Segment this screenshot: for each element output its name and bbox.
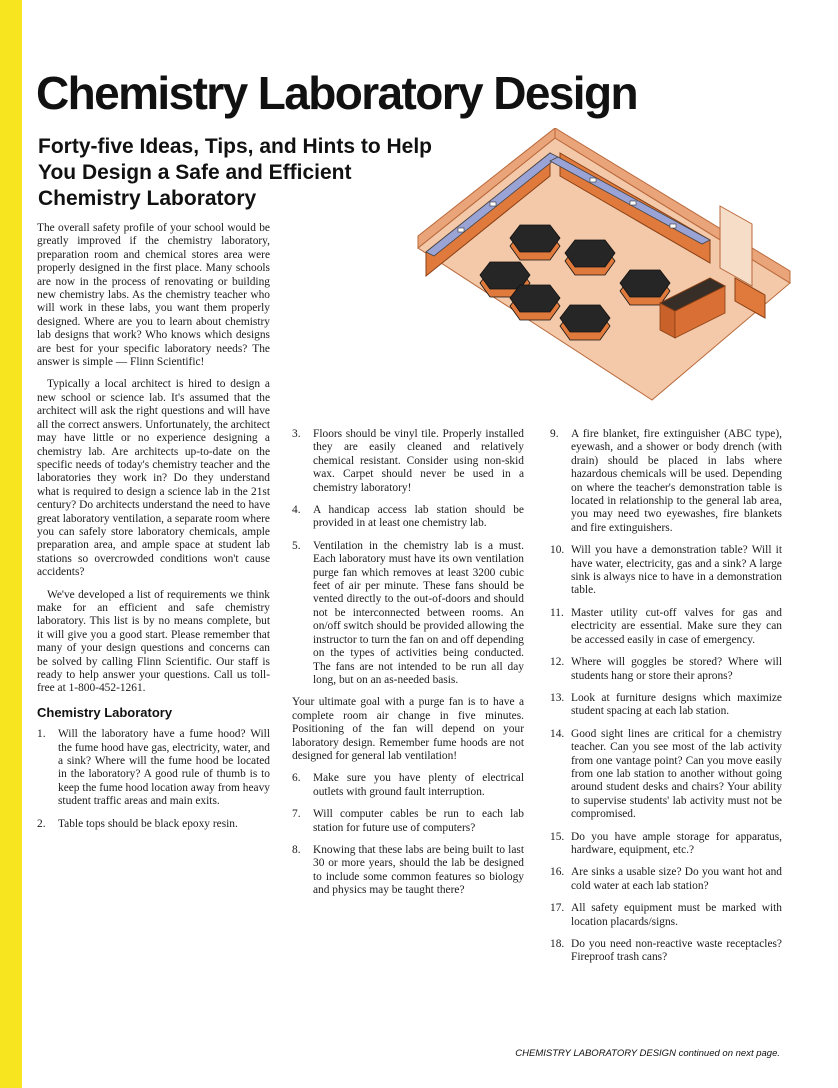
lab-floorplan-illustration	[390, 128, 810, 418]
list-item: 5. Ventilation in the chemistry lab is a must. Each laboratory must have its own ventilation purge fan which removes at least 3200 cubic feet of air per minute. These fans should be vented directly to the out-of-doors and should not be interconnected between rooms. An on/off switch should be provided allowing the instructor to turn the fan on and off depending on the types of activities being conducted. The fans are not intended to be run all day long, but on an as-needed basis.	[292, 539, 524, 686]
list-item: 4. A handicap access lab station should be provided in at least one chemistry lab.	[292, 504, 524, 530]
list-item: 10. Will you have a demonstration table? Will it have water, electricity, gas and a sink? A large sink is always nice to have in a demonstration table.	[550, 544, 782, 597]
lab-station	[565, 240, 615, 275]
list-item: 17. All safety equipment must be marked with location placards/signs.	[550, 902, 782, 928]
list-item: 15. Do you have ample storage for apparatus, hardware, equipment, etc.?	[550, 830, 782, 856]
list-item: 1. Will the laboratory have a fume hood? Will the fume hood have gas, electricity, water, and a sink? Where will the fume hood be located in the laboratory? A good rule of thumb is to keep the fume hood location away from heavy student traffic areas and main exits.	[37, 728, 270, 808]
lab-station	[510, 225, 560, 260]
page-subtitle: Forty-five Ideas, Tips, and Hints to Help You Design a Safe and Efficient Chemistry Laboratory	[38, 135, 433, 210]
column-1	[37, 222, 270, 840]
footer-title: CHEMISTRY LABORATORY DESIGN	[515, 1048, 676, 1059]
list-item: 3. Floors should be vinyl tile. Properly installed they are easily cleaned and relatively chemical resistant. Consider using non-skid wax. Carpet should never be used in a chemistry laboratory!	[292, 428, 524, 494]
lab-station	[510, 285, 560, 320]
lab-station	[560, 305, 610, 340]
list-item: 18. Do you need non-reactive waste receptacles? Fireproof trash cans?	[550, 938, 782, 964]
list-item: 2. Table tops should be black epoxy resin.	[37, 817, 238, 830]
list-item: 6. Make sure you have plenty of electrical outlets with ground fault interruption.	[292, 772, 524, 798]
accent-bar	[0, 0, 22, 1088]
page-title: Chemistry Laboratory Design	[36, 67, 637, 119]
list-item-continuation: Your ultimate goal with a purge fan is to have a complete room air change in five minutes. Positioning of the fan will depend on your laboratory design. Remember fume hoods are not designed for general lab ventilation!	[292, 696, 524, 762]
column-2	[292, 428, 524, 907]
page-footer	[515, 1048, 780, 1059]
list-item: 7. Will computer cables be run to each lab station for future use of computers?	[292, 808, 524, 834]
footer-continued: continued on next page.	[678, 1048, 780, 1059]
lab-station	[620, 270, 670, 305]
intro-paragraph: The overall safety profile of your school would be greatly improved if the chemistry laboratory, preparation room and chemical stores area were properly designed in the first place. Many schools are now in the process of renovating or building new chemistry labs. As the chemistry teacher who will work in these labs, you want them properly designed. Where are you to learn about chemistry lab designs that work? Who knows which designs are best for your specific laboratory needs? The answer is simple — Flinn Scientific!	[37, 222, 270, 369]
section-heading: Chemistry Laboratory	[37, 704, 173, 720]
list-item: 8. Knowing that these labs are being built to last 30 or more years, should the lab be designed to include some common features so biology and physics may be taught there?	[292, 843, 524, 897]
list-item: 13. Look at furniture designs which maximize student spacing at each lab station.	[550, 691, 782, 718]
intro-paragraph: We've developed a list of requirements we think make for an efficient and safe chemistry laboratory. This list is by no means complete, but it will give you a good start. Please remember that many of your design questions and concerns can be solved by calling Flinn Scientific. Our staff is ready to help answer your questions. Call us toll-free at 1-800-452-1261.	[37, 588, 270, 695]
list-item: 12. Where will goggles be stored? Where will students hang or store their aprons?	[550, 656, 782, 682]
list-item: 11. Master utility cut-off valves for gas and electricity are essential. Make sure they can be accessed easily in case of emergency.	[550, 606, 782, 646]
list-item: 9. A fire blanket, fire extinguisher (ABC type), eyewash, and a shower or body drench (with drain) should be placed in labs where hazardous chemicals will be used. Depending on where the teacher's demonstration table is located in relationship to the general lab area, you may need two eyewashes, fire blankets and fire extinguishers.	[550, 428, 782, 534]
intro-paragraph: Typically a local architect is hired to design a new school or science lab. It's assumed that the architect will ask the right questions and will have all the correct answers. Unfortunately, the architect may have little or no experience designing a chemistry lab. Are architects up-to-date on the specific needs of today's chemistry teacher and the laboratories they work in? Do they understand what is required to design a science lab in the 21st century? Do architects understand the need to have great laboratory ventilation, a separate room where you can safely store laboratory chemicals, ample preparation area, and ample space at student lab stations so overcrowded conditions won't cause accidents?	[37, 378, 270, 579]
list-item: 16. Are sinks a usable size? Do you want hot and cold water at each lab station?	[550, 866, 782, 892]
column-3	[550, 428, 782, 974]
list-item: 14. Good sight lines are critical for a chemistry teacher. Can you see most of the lab activity from one vantage point? Can you move easily from one lab station to another without going around student desks and chairs? Your ability to supervise students' lab activity must not be compromised.	[550, 727, 782, 821]
